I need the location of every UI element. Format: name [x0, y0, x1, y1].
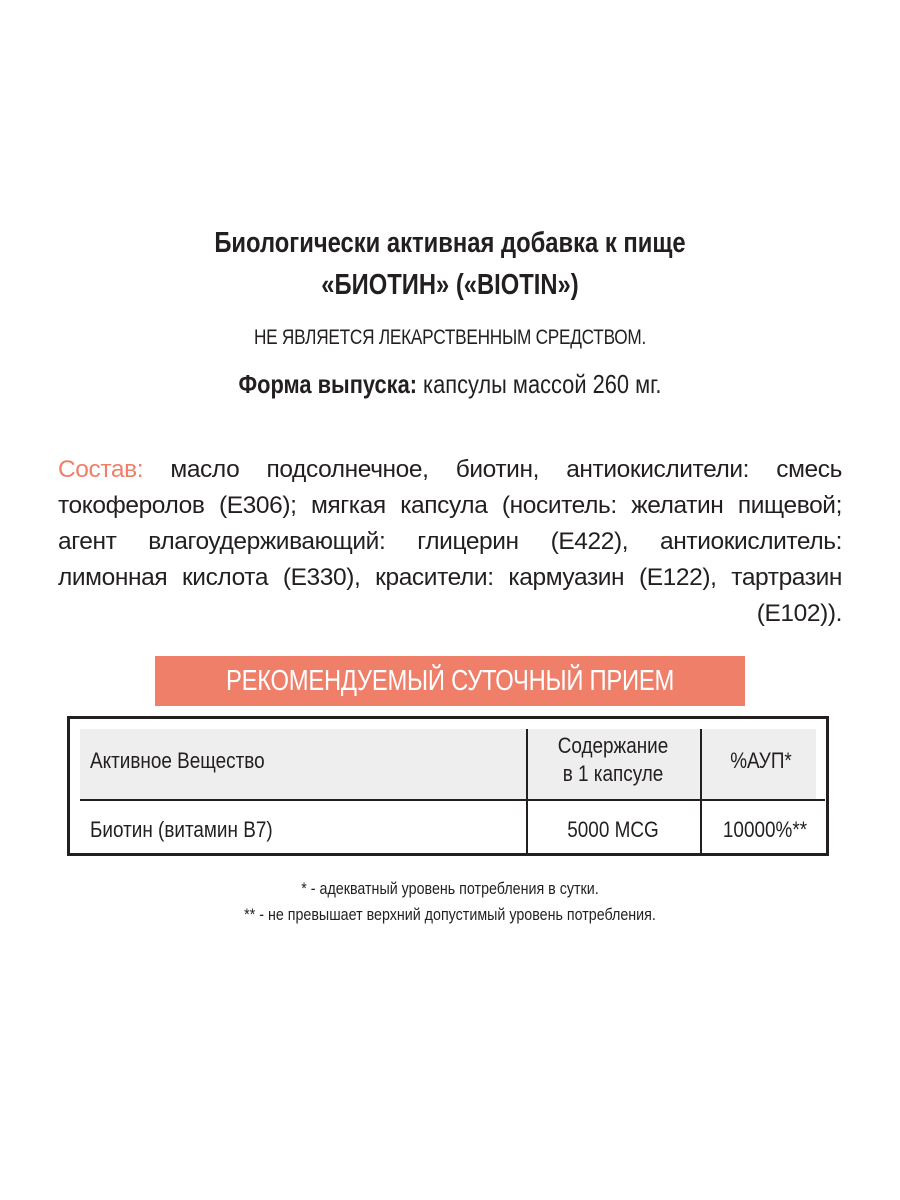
composition-text: масло подсолнечное, биотин, антиокислители: смесь токоферолов (Е306); мягкая капсула (носитель: желатин пищевой; агент влагоудерживающий: глицерин (Е422), антиокислитель: лимонная кислота (Е330), красители: кармуазин (Е122), тартразин (Е102)). — [58, 456, 842, 627]
table-header-divider — [80, 799, 825, 801]
footnotes — [72, 876, 828, 928]
composition-paragraph — [58, 452, 842, 632]
table-column-divider — [526, 729, 528, 853]
title-line-1: Биологически активная добавка к пище — [214, 227, 686, 259]
header-content-per-capsule: Содержание в 1 капсуле — [557, 733, 669, 786]
nutrition-table — [67, 716, 829, 856]
table-cell-amount: 5000 MCG — [567, 817, 659, 842]
daily-intake-banner-text: РЕКОМЕНДУЕМЫЙ СУТОЧНЫЙ ПРИЕМ — [225, 665, 675, 697]
footnote-1: * - адекватный уровень потребления в сутки. — [301, 879, 599, 898]
footnote-2: ** - не превышает верхний допустимый уровень потребления. — [244, 905, 656, 924]
product-title — [0, 222, 900, 306]
release-form-label: Форма выпуска: — [238, 369, 417, 399]
table-column-divider — [700, 729, 702, 853]
release-form-value: капсулы массой 260 мг. — [416, 369, 662, 399]
release-form — [72, 366, 828, 402]
header-active-substance: Активное Вещество — [90, 748, 265, 773]
header-percent-aup: %АУП* — [730, 748, 792, 773]
composition-label: Состав: — [58, 456, 144, 483]
title-line-2: «БИОТИН» («BIOTIN») — [321, 269, 579, 301]
not-drug-notice: НЕ ЯВЛЯЕТСЯ ЛЕКАРСТВЕННЫМ СРЕДСТВОМ. — [253, 326, 647, 349]
table-cell-percent: 10000%** — [722, 817, 808, 842]
table-cell-substance: Биотин (витамин В7) — [90, 817, 273, 842]
